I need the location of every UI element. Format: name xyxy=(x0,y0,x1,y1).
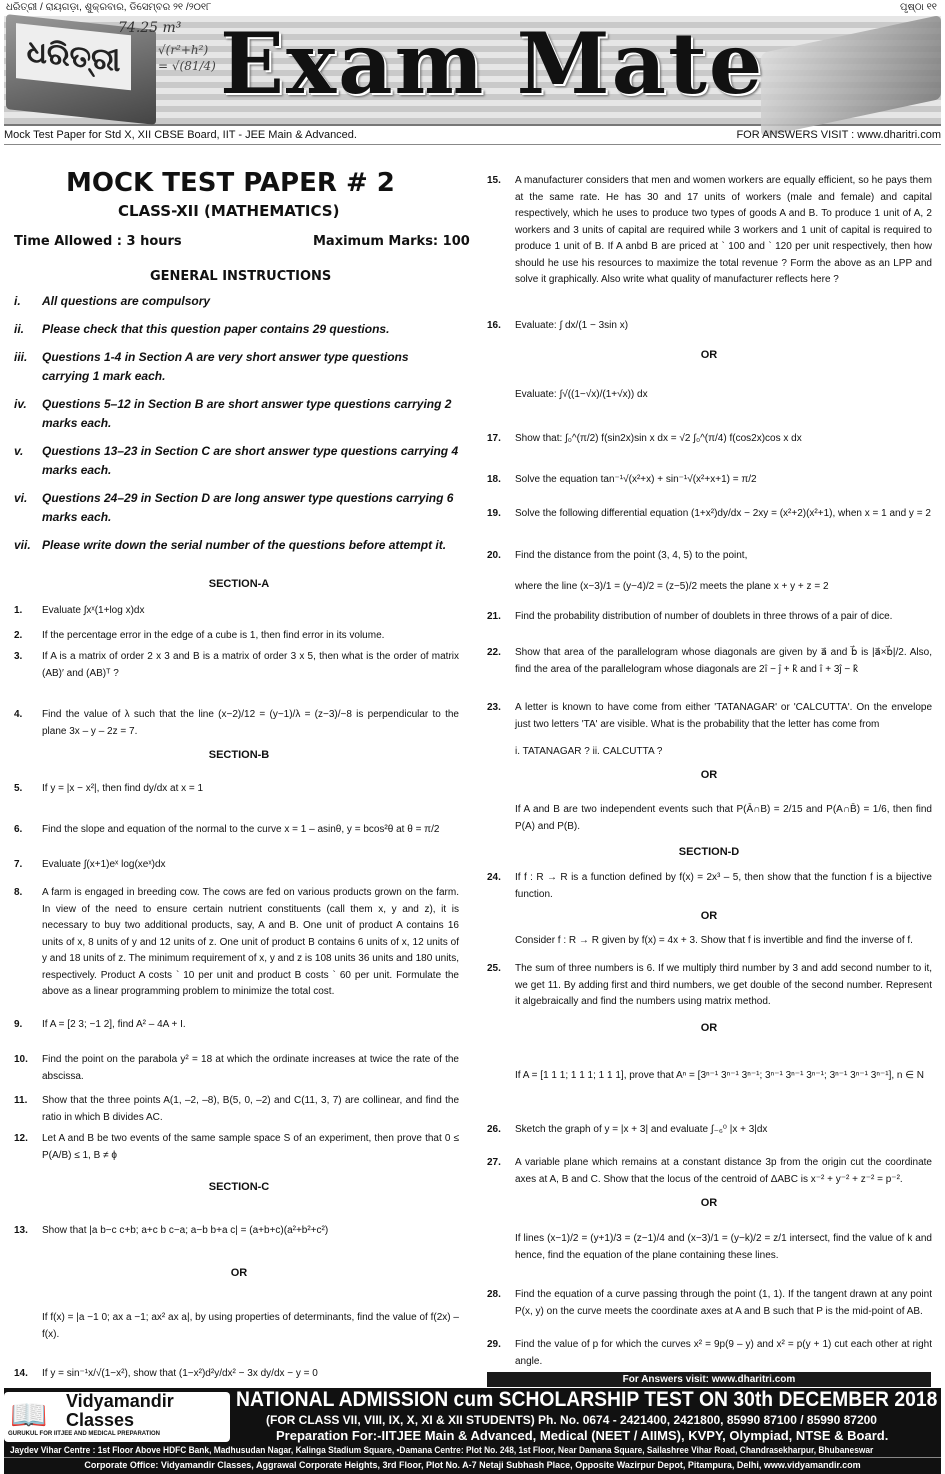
question xyxy=(487,645,932,678)
item-number: 23. xyxy=(487,702,501,713)
question xyxy=(487,744,932,761)
item-text: where the line (x−3)/1 = (y−4)/2 = (z−5)/2 meets the plane x + y + z = 2 xyxy=(515,581,829,592)
book-icon: 📖 xyxy=(10,1399,48,1432)
item-text: If f : R → R is a function defined by f(x) = 2x³ – 5, then show that the function f is a bijective function. xyxy=(515,872,932,900)
ad-line-3: Jaydev Vihar Centre : 1st Floor Above HDFC Bank, Madhusudan Nagar, Kalinga Stadium Square, •Damana Centre: Plot No. 248, 1st Floor, Near Damana Square, Sailashree Vihar Road, Chandrasekharpur, Bhubaneswar xyxy=(10,1445,874,1455)
item-number: 28. xyxy=(487,1289,501,1300)
item-text: If A is a matrix of order 2 x 3 and B is a matrix of order 3 x 5, then what is the order of matrix (AB)′ and (AB)ᵀ ? xyxy=(42,651,459,679)
item-text: If the percentage error in the edge of a cube is 1, then find error in its volume. xyxy=(42,630,385,641)
item-number: 3. xyxy=(14,651,23,662)
item-text: Evaluate ∫(x+1)eˣ log(xeˣ)dx xyxy=(42,859,166,870)
instruction-item xyxy=(14,395,459,433)
item-text: Questions 1-4 in Section A are very short answer type questions carrying 1 mark each. xyxy=(42,350,409,383)
question xyxy=(487,506,932,523)
question xyxy=(14,885,459,1001)
section-heading: SECTION-A xyxy=(208,578,270,590)
ad-line-4: Corporate Office: Vidyamandir Classes, Aggrawal Corporate Heights, 3rd Floor, Plot No. A-7 Netaji Subhash Place, Opposite Wazirpur Depot, Pitampura, Delhi, www.vidyamandir.com xyxy=(84,1460,861,1470)
question xyxy=(487,1155,932,1188)
subtitle: Mock Test Paper for Std X, XII CBSE Board, IIT - JEE Main & Advanced. xyxy=(4,129,357,141)
item-number: 16. xyxy=(487,320,501,331)
item-number: vii. xyxy=(14,538,31,552)
question xyxy=(487,802,932,835)
item-text: Please check that this question paper contains 29 questions. xyxy=(42,322,390,336)
item-number: 27. xyxy=(487,1157,501,1168)
question xyxy=(487,1068,932,1085)
item-text: Questions 24–29 in Section D are long answer type questions carrying 6 marks each. xyxy=(42,491,454,524)
time-allowed: Time Allowed : 3 hours xyxy=(14,234,182,249)
instruction-item xyxy=(14,292,459,311)
item-text: Evaluate ∫xˣ(1+log x)dx xyxy=(42,605,145,616)
question xyxy=(14,603,459,620)
ad-logo xyxy=(4,1392,230,1442)
question xyxy=(487,961,932,1011)
item-number: 18. xyxy=(487,474,501,485)
question xyxy=(14,857,459,874)
item-number: 21. xyxy=(487,611,501,622)
answers-link[interactable]: FOR ANSWERS VISIT : www.dharitri.com xyxy=(736,129,941,141)
question xyxy=(487,933,932,950)
item-text: Please write down the serial number of the questions before attempt it. xyxy=(42,538,447,552)
item-number: 2. xyxy=(14,630,23,641)
ad-brand-name-2: Classes xyxy=(66,1410,135,1430)
item-text: Solve the following differential equation (1+x²)dy/dx − 2xy = (x²+2)(x²+1), when x = 1 and y = 2 xyxy=(515,508,931,519)
item-text: A letter is known to have come from either 'TATANAGAR' or 'CALCUTTA'. On the envelope just two letters 'TA' are visible. What is the probability that the letter has come from xyxy=(515,702,932,730)
question xyxy=(487,1287,932,1320)
item-number: 15. xyxy=(487,175,501,186)
item-number: 5. xyxy=(14,783,23,794)
item-text: Sketch the graph of y = |x + 3| and evaluate ∫₋₆⁰ |x + 3|dx xyxy=(515,1124,768,1135)
question xyxy=(14,1093,459,1126)
item-text: Questions 5–12 in Section B are short answer type questions carrying 2 marks each. xyxy=(42,397,452,430)
item-text: Questions 13–23 in Section C are short answer type questions carrying 4 marks each. xyxy=(42,444,459,477)
or-separator: OR xyxy=(700,1197,718,1209)
item-number: 4. xyxy=(14,709,23,720)
question xyxy=(14,649,459,682)
item-number: 1. xyxy=(14,605,23,616)
item-number: 7. xyxy=(14,859,23,870)
page-number: ପୃଷ୍ଠା ୧୧ xyxy=(899,2,937,13)
ad-line-1: (FOR CLASS VII, VIII, IX, X, XI & XII STUDENTS) Ph. No. 0674 - 2421400, 2421800, 85990 87100 / 85990 87200 xyxy=(266,1413,877,1427)
item-text: Solve the equation tan⁻¹√(x²+x) + sin⁻¹√(x²+x+1) = π/2 xyxy=(515,474,757,485)
item-text: If A = [2 3; −1 2], find A² – 4A + I. xyxy=(42,1019,186,1030)
question xyxy=(487,431,932,448)
logo: ଧରିତ୍ରୀ xyxy=(16,23,131,90)
question xyxy=(14,781,459,798)
instruction-item xyxy=(14,320,459,339)
or-separator: OR xyxy=(700,1022,718,1034)
question xyxy=(14,1017,459,1034)
question xyxy=(14,628,459,645)
item-text: Evaluate: ∫ dx/(1 − 3sin x) xyxy=(515,320,629,331)
maximum-marks: Maximum Marks: 100 xyxy=(313,234,470,249)
question xyxy=(14,822,459,839)
math-decoration: 74.25 m³ xyxy=(118,20,182,36)
item-text: If lines (x−1)/2 = (y+1)/3 = (z−1)/4 and (x−3)/1 = (y−k)/2 = z/1 intersect, find the value of k and hence, find the equation of the plane containing these lines. xyxy=(515,1233,932,1261)
answers-bar[interactable]: For Answers visit: www.dharitri.com xyxy=(487,1372,931,1387)
item-text: If A and B are two independent events such that P(Ā∩B) = 2/15 and P(A∩B̄) = 1/6, then find P(A) and P(B). xyxy=(515,804,932,832)
banner-title: Exam Mate xyxy=(220,14,765,113)
ad-line-2: Preparation For:-IITJEE Main & Advanced, Medical (NEET / AIIMS), KVPY, Olympiad, NTSE & Board. xyxy=(276,1428,889,1443)
item-text: Find the slope and equation of the normal to the curve x = 1 – asinθ, y = bcos²θ at θ = π/2 xyxy=(42,824,440,835)
question xyxy=(487,173,932,289)
ad-headline: NATIONAL ADMISSION cum SCHOLARSHIP TEST ON 30th DECEMBER 2018 xyxy=(236,1388,938,1411)
section-heading: SECTION-C xyxy=(208,1181,270,1193)
instructions-heading: GENERAL INSTRUCTIONS xyxy=(150,269,332,284)
question xyxy=(487,318,932,335)
question xyxy=(487,1231,932,1264)
item-text: i. TATANAGAR ? ii. CALCUTTA ? xyxy=(515,746,663,757)
item-text: Show that the three points A(1, –2, –8), B(5, 0, –2) and C(11, 3, 7) are collinear, and find the ratio in which B divides AC. xyxy=(42,1095,459,1123)
item-number: 8. xyxy=(14,887,23,898)
item-number: 26. xyxy=(487,1124,501,1135)
question xyxy=(487,548,932,565)
instruction-item xyxy=(14,348,459,386)
paper-title: MOCK TEST PAPER # 2 xyxy=(66,168,395,198)
item-number: 20. xyxy=(487,550,501,561)
item-number: 24. xyxy=(487,872,501,883)
question xyxy=(487,472,932,489)
item-number: 19. xyxy=(487,508,501,519)
item-text: A farm is engaged in breeding cow. The cows are fed on various products grown on the farm. In view of the need to ensure certain nutrient constituents (call them x, y and z), it is necessary to buy two additional products, say, A and B. One unit of product A contains 16 units of x, 8 units of y and 12 units of z. One unit of product B contains 6 units of x, 12 units of y and 18 units of z. The minimum requirement of x, y and z is 108 units 36 units and 180 units, respectively. Product A costs ` 10 per unit and product B costs ` 60 per unit. Formulate the above as a linear programming problem to minimize the total cost. xyxy=(42,887,459,997)
item-text: If f(x) = |a −1 0; ax a −1; ax² ax a|, by using properties of determinants, find the value of f(2x) – f(x). xyxy=(42,1312,459,1340)
item-text: Show that |a b−c c+b; a+c b c−a; a−b b+a c| = (a+b+c)(a²+b²+c²) xyxy=(42,1225,329,1236)
item-text: Consider f : R → R given by f(x) = 4x + 3. Show that f is invertible and find the inverse of f. xyxy=(515,935,913,946)
question xyxy=(14,1366,459,1383)
ad-brand xyxy=(66,1392,174,1430)
question xyxy=(14,707,459,740)
item-text: If y = |x − x²|, then find dy/dx at x = 1 xyxy=(42,783,204,794)
item-number: ii. xyxy=(14,322,25,336)
divider xyxy=(4,144,941,145)
question xyxy=(487,870,932,903)
question xyxy=(487,609,932,626)
item-number: 17. xyxy=(487,433,501,444)
item-number: iv. xyxy=(14,397,27,411)
item-text: Find the point on the parabola y² = 18 at which the ordinate increases at twice the rate of the abscissa. xyxy=(42,1054,459,1082)
item-number: 11. xyxy=(14,1095,28,1106)
dateline: ଧରିତ୍ରୀ / ରାୟଗଡ଼ା, ଶୁକ୍ରବାର, ଡିସେମ୍ବର ୨୧ /୨୦୧୮ xyxy=(6,2,212,13)
question xyxy=(14,1131,459,1164)
paper-class: CLASS-XII (MATHEMATICS) xyxy=(118,202,340,220)
math-decoration-2: √(r²+h²) = √(81/4) xyxy=(158,43,216,73)
item-text: The sum of three numbers is 6. If we multiply third number by 3 and add second number to it, we get 11. By adding first and third numbers, we get double of the second number. Represent it algebraically and find the numbers using matrix method. xyxy=(515,963,932,1007)
or-separator: OR xyxy=(700,910,718,922)
item-number: 9. xyxy=(14,1019,23,1030)
question xyxy=(14,1223,459,1240)
item-number: vi. xyxy=(14,491,28,505)
item-text: Evaluate: ∫√((1−√x)/(1+√x)) dx xyxy=(515,389,648,400)
question xyxy=(487,1337,932,1370)
question xyxy=(487,1122,932,1139)
item-text: Find the probability distribution of number of doublets in three throws of a pair of dice. xyxy=(515,611,893,622)
item-number: 6. xyxy=(14,824,23,835)
item-number: 14. xyxy=(14,1368,28,1379)
item-text: Let A and B be two events of the same sample space S of an experiment, then prove that 0 ≤ P(A/B) ≤ 1, B ≠ ϕ xyxy=(42,1133,459,1161)
ad-brand-name: Vidyamandir xyxy=(66,1391,174,1411)
item-text: Find the value of p for which the curves x² = 9p(9 – y) and x² = p(y + 1) cut each other at right angle. xyxy=(515,1339,932,1367)
section-heading: SECTION-D xyxy=(678,846,740,858)
item-text: Show that: ∫₀^(π/2) f(sin2x)sin x dx = √2 ∫₀^(π/4) f(cos2x)cos x dx xyxy=(515,433,802,444)
ad-divider xyxy=(4,1457,941,1458)
item-number: 25. xyxy=(487,963,501,974)
item-text: Find the distance from the point (3, 4, 5) to the point, xyxy=(515,550,748,561)
or-separator: OR xyxy=(700,769,718,781)
question xyxy=(14,1310,459,1343)
item-number: v. xyxy=(14,444,24,458)
or-separator: OR xyxy=(230,1267,248,1279)
ad-tagline: GURUKUL FOR IITJEE AND MEDICAL PREPARATION xyxy=(8,1431,161,1437)
question xyxy=(487,579,932,596)
item-text: A variable plane which remains at a constant distance 3p from the origin cut the coordinate axes at A, B and C. Show that the locus of the centroid of ΔABC is x⁻² + y⁻² + z⁻² = p⁻². xyxy=(515,1157,932,1185)
item-number: 29. xyxy=(487,1339,501,1350)
item-text: Find the value of λ such that the line (x−2)/12 = (y−1)/λ = (z−3)/−8 is perpendicular to the plane 3x – y – 2z = 7. xyxy=(42,709,459,737)
item-text: Find the equation of a curve passing through the point (1, 1). If the tangent drawn at any point P(x, y) on the curve meets the coordinate axes at A and B such that P is the mid-point of AB. xyxy=(515,1289,932,1317)
instruction-item xyxy=(14,489,459,527)
item-text: If y = sin⁻¹x/√(1−x²), show that (1−x²)d²y/dx² − 3x dy/dx − y = 0 xyxy=(42,1368,318,1379)
item-number: 13. xyxy=(14,1225,28,1236)
item-text: Show that area of the parallelogram whose diagonals are given by a⃗ and b⃗ is |a⃗×b⃗|/2. Also, find the area of the parallelogram whose diagonals are 2î − ĵ + k̂ and î + 3ĵ − k̂ xyxy=(515,647,932,675)
question xyxy=(14,1052,459,1085)
section-heading: SECTION-B xyxy=(208,749,270,761)
item-number: 12. xyxy=(14,1133,28,1144)
question xyxy=(487,387,932,404)
item-text: A manufacturer considers that men and women workers are equally efficient, so he pays them at the same rate. He has 30 and 17 units of workers (male and female) and capital respectively, which he uses to produce two types of goods A and B. To produce 1 unit of A, 2 workers and 3 units of capital are required while 3 workers and 1 unit of capital is required to produce 1 unit of B. If A anbd B are priced at ` 100 and ` 120 per unit respectively, then how should he use his resources to maximize the total revenue ? Form the above as an LPP and solve it graphically. Also write what quality of manufacturer reflects here ? xyxy=(515,175,932,285)
question xyxy=(487,700,932,733)
item-number: i. xyxy=(14,294,21,308)
item-text: If A = [1 1 1; 1 1 1; 1 1 1], prove that Aⁿ = [3ⁿ⁻¹ 3ⁿ⁻¹ 3ⁿ⁻¹; 3ⁿ⁻¹ 3ⁿ⁻¹ 3ⁿ⁻¹; 3ⁿ⁻¹ 3ⁿ⁻¹ 3ⁿ⁻¹], n ∈ N xyxy=(515,1070,924,1081)
item-number: 10. xyxy=(14,1054,28,1065)
item-number: iii. xyxy=(14,350,28,364)
item-text: All questions are compulsory xyxy=(42,294,211,308)
instruction-item xyxy=(14,536,459,555)
item-number: 22. xyxy=(487,647,501,658)
or-separator: OR xyxy=(700,349,718,361)
instruction-item xyxy=(14,442,459,480)
